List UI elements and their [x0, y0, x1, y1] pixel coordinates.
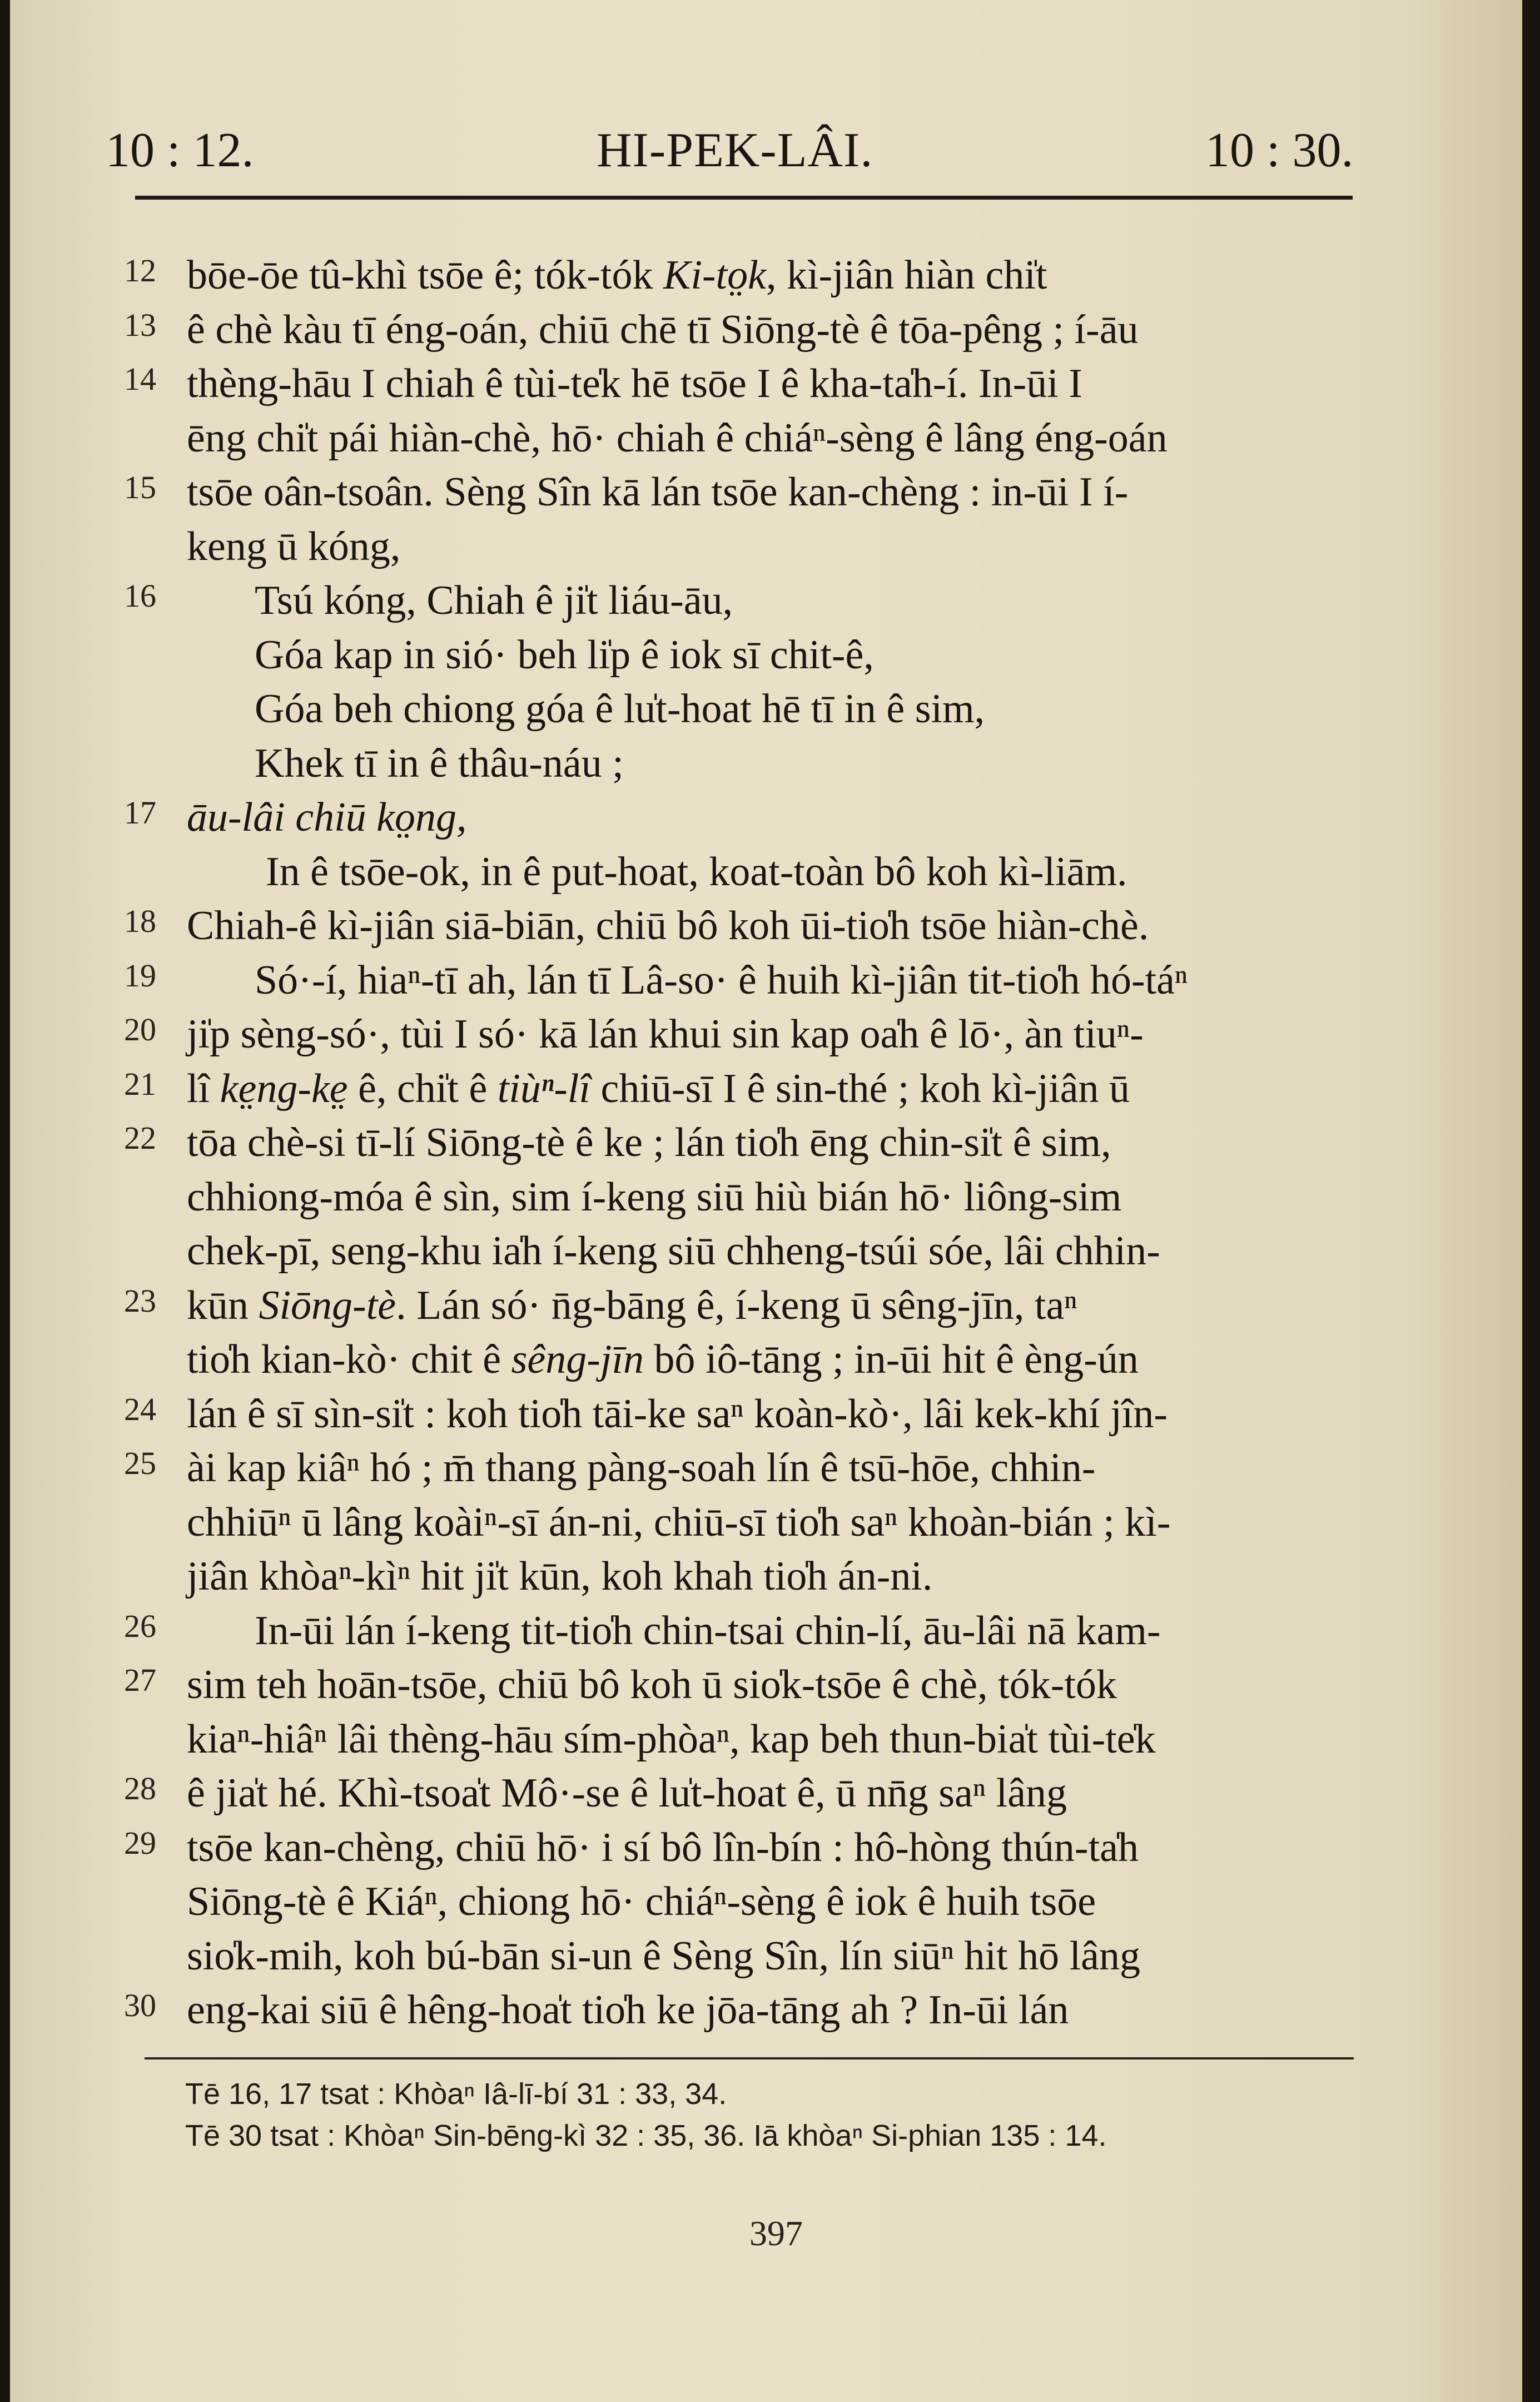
text-line	[10, 1549, 1522, 1604]
verse-number: 17	[124, 795, 156, 831]
verse-number: 24	[124, 1391, 156, 1427]
line-text: ê jia̍t hé. Khì-tsoa̍t Mô·-se ê lu̍t-hoat ê, ū nn̄g saⁿ lâng	[187, 1770, 1067, 1816]
text-line	[10, 1603, 1522, 1659]
line-text: tsōe kan-chèng, chiū hō· i sí bô lîn-bín : hô-hòng thún-ta̍h	[187, 1824, 1139, 1870]
text-line	[10, 356, 1522, 411]
text-line	[10, 1765, 1522, 1821]
text-line	[10, 247, 1522, 303]
text-line	[10, 1657, 1522, 1713]
verse-number: 22	[124, 1120, 156, 1156]
verse-number: 19	[124, 957, 156, 994]
text-line	[10, 1928, 1522, 1984]
footnote-1: Tē 16, 17 tsat : Khòaⁿ Iâ-lī-bí 31 : 33, 34.	[185, 2077, 727, 2111]
verse-number: 23	[124, 1282, 156, 1319]
line-text: thèng-hāu I chiah ê tùi-te̍k hē tsōe I ê kha-ta̍h-í. In-ūi I	[187, 361, 1082, 406]
line-text: lán ê sī sìn-si̍t : koh tio̍h tāi-ke saⁿ koàn-kò·, lâi kek-khí jîn-	[187, 1391, 1168, 1437]
text-line	[10, 1440, 1522, 1496]
line-text: bōe-ōe tû-khì tsōe ê; tók-tók Ki-to̤k, kì-jiân hiàn chi̍t	[187, 252, 1047, 298]
line-text: tio̍h kian-kò· chit ê sêng-jīn bô iô-tāng ; in-ūi hit ê èng-ún	[187, 1337, 1139, 1382]
book-page	[10, 0, 1522, 2402]
text-line	[10, 1278, 1522, 1333]
text-line	[10, 302, 1522, 358]
verse-number: 20	[124, 1011, 156, 1048]
text-line	[10, 1332, 1522, 1387]
text-line	[10, 844, 1522, 900]
text-line	[10, 1169, 1522, 1225]
line-text: kūn Siōng-tè. Lán só· n̄g-bāng ê, í-keng ū sêng-jīn, taⁿ	[187, 1282, 1077, 1328]
verse-number: 12	[124, 252, 156, 289]
line-text: In ê tsōe-ok, in ê put-hoat, koat-toàn bô koh kì-liām.	[266, 848, 1127, 895]
footnote-rule	[145, 2057, 1354, 2059]
text-line	[10, 410, 1522, 466]
line-text: chhiong-móa ê sìn, sim í-keng siū hiù bián hō· liông-sim	[187, 1174, 1122, 1220]
line-text: Khek tī in ê thâu-náu ;	[255, 740, 624, 786]
verse-number: 21	[124, 1065, 156, 1102]
verse-number: 25	[124, 1445, 156, 1481]
line-text: sio̍k-mih, koh bú-bān si-un ê Sèng Sîn, lín siūⁿ hit hō lâng	[187, 1933, 1140, 1979]
verse-number: 16	[124, 578, 156, 614]
text-line	[10, 1061, 1522, 1116]
running-head	[10, 122, 1522, 189]
text-line	[10, 1711, 1522, 1767]
verse-number: 30	[124, 1987, 156, 2023]
verse-number: 28	[124, 1770, 156, 1807]
text-line	[10, 1495, 1522, 1550]
text-line	[10, 952, 1522, 1008]
verse-number: 29	[124, 1824, 156, 1861]
line-text: Góa kap in sió· beh li̍p ê iok sī chit-ê,	[255, 632, 874, 678]
line-text: ēng chi̍t pái hiàn-chè, hō· chiah ê chiáⁿ-sèng ê lâng éng-oán	[187, 415, 1168, 461]
text-line	[10, 627, 1522, 683]
text-line	[10, 898, 1522, 954]
line-text: Só·-í, hiaⁿ-tī ah, lán tī Lâ-so· ê huih kì-jiân tit-tio̍h hó-táⁿ	[255, 957, 1188, 1003]
chapter-verse-end: 10 : 30.	[1205, 123, 1354, 177]
line-text: ji̍p sèng-só·, tùi I só· kā lán khui sin kap oa̍h ê lō·, àn tiuⁿ-	[187, 1011, 1144, 1057]
page-number: 397	[749, 2214, 803, 2253]
text-line	[10, 1115, 1522, 1170]
line-text: sim teh hoān-tsōe, chiū bô koh ū sio̍k-tsōe ê chè, tók-tók	[187, 1662, 1117, 1708]
line-text: kiaⁿ-hiâⁿ lâi thèng-hāu sím-phòaⁿ, kap beh thun-bia̍t tùi-te̍k	[187, 1716, 1156, 1762]
text-line	[10, 1386, 1522, 1442]
text-line	[10, 790, 1522, 845]
verse-number: 26	[124, 1607, 156, 1644]
line-text: Siōng-tè ê Kiáⁿ, chiong hō· chiáⁿ-sèng ê iok ê huih tsōe	[187, 1879, 1096, 1924]
footnote-2: Tē 30 tsat : Khòaⁿ Sin-bēng-kì 32 : 35, 36. Iā khòaⁿ Si-phian 135 : 14.	[185, 2119, 1107, 2152]
text-line	[10, 573, 1522, 628]
line-text: ài kap kiâⁿ hó ; m̄ thang pàng-soah lín ê tsū-hōe, chhin-	[187, 1445, 1096, 1491]
header-rule	[135, 196, 1353, 200]
chapter-verse-start: 10 : 12.	[106, 123, 254, 177]
line-text: In-ūi lán í-keng tit-tio̍h chin-tsai chin-lí, āu-lâi nā kam-	[255, 1607, 1161, 1654]
verse-number: 27	[124, 1662, 156, 1698]
line-text: tōa chè-si tī-lí Siōng-tè ê ke ; lán tio̍h ēng chin-si̍t ê sim,	[187, 1120, 1111, 1165]
line-text: eng-kai siū ê hêng-hoa̍t tio̍h ke jōa-tāng ah ? In-ūi lán	[187, 1987, 1069, 2033]
line-text: āu-lâi chiū ko̤ng,	[187, 795, 467, 840]
verse-number: 14	[124, 361, 156, 397]
text-line	[10, 1820, 1522, 1875]
text-line	[10, 736, 1522, 791]
text-line	[10, 681, 1522, 737]
line-text: jiân khòaⁿ-kìⁿ hit ji̍t kūn, koh khah tio̍h án-ni.	[187, 1554, 933, 1599]
text-line	[10, 1223, 1522, 1279]
verse-number: 18	[124, 903, 156, 939]
text-line	[10, 464, 1522, 520]
text-line	[10, 1874, 1522, 1929]
line-text: chhiūⁿ ū lâng koàiⁿ-sī án-ni, chiū-sī tio̍h saⁿ khoàn-bián ; kì-	[187, 1499, 1171, 1545]
verse-number: 13	[124, 306, 156, 343]
line-text: keng ū kóng,	[187, 523, 401, 569]
text-line	[10, 1006, 1522, 1062]
line-text: chek-pī, seng-khu ia̍h í-keng siū chheng-tsúi sóe, lâi chhin-	[187, 1228, 1160, 1274]
text-line	[10, 519, 1522, 574]
line-text: lî ke̤ng-ke̤ ê, chi̍t ê tiùⁿ-lî chiū-sī I ê sin-thé ; koh kì-jiân ū	[187, 1065, 1130, 1111]
line-text: Tsú kóng, Chiah ê ji̍t liáu-āu,	[255, 578, 733, 623]
book-title: HI-PEK-LÂI.	[597, 123, 873, 177]
line-text: ê chè kàu tī éng-oán, chiū chē tī Siōng-tè ê tōa-pêng ; í-āu	[187, 306, 1139, 353]
line-text: Chiah-ê kì-jiân siā-biān, chiū bô koh ūi-tio̍h tsōe hiàn-chè.	[187, 903, 1149, 949]
verse-number: 15	[124, 469, 156, 505]
line-text: Góa beh chiong góa ê lu̍t-hoat hē tī in ê sim,	[255, 686, 985, 732]
line-text: tsōe oân-tsoân. Sèng Sîn kā lán tsōe kan-chèng : in-ūi I í-	[187, 469, 1129, 515]
text-line	[10, 1982, 1522, 2038]
